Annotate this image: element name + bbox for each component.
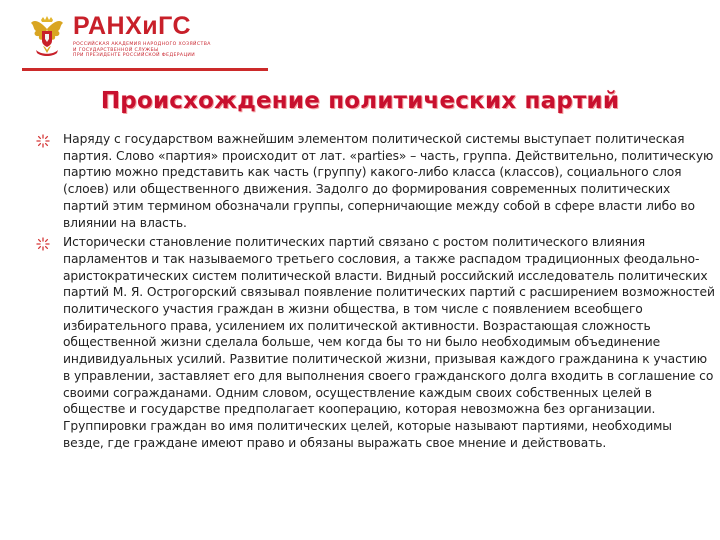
paragraph-text: Исторически становление политических партий связано с ростом политического влияния парламентов и так называемого третьего сословия, а также распадом традиционных феодально-аристократических систем политической власти. Видный российский исследователь политических партий М. Я. Острогорский связывал появление политических партий с расширением возможностей политического участия граждан в жизни общества, в том числе с появлением всеобщего избирательного права, усилением их политической активности. Возрастающая сложность общественной жизни сделала больше, чем когда бы то ни было необходимым объединение индивидуальных усилий. Развитие политической жизни, призывая каждого гражданина к участию в управлении, заставляет его для выполнения своего гражданского долга входить в соглашение со своими согражданами. Одним словом, осуществление каждым своих собственных целей в обществе и государстве предполагает кооперацию, которая невозможна без организации. Группировки граждан во имя политических целей, которые называют партиями, необходимы везде, где граждане имеют право и обязаны выражать свое мнение и действовать. xyxy=(63,235,715,450)
logo-subtitle-line: РОССИЙСКАЯ АКАДЕМИЯ НАРОДНОГО ХОЗЯЙСТВА xyxy=(73,42,211,47)
header xyxy=(0,0,720,90)
sparkle-bullet-icon xyxy=(36,134,50,148)
slide-body xyxy=(36,131,716,451)
logo-subtitle xyxy=(73,42,211,59)
bullet-paragraph xyxy=(36,234,716,451)
logo-subtitle-line: И ГОСУДАРСТВЕННОЙ СЛУЖБЫ xyxy=(73,47,159,53)
logo-name: РАНХиГС xyxy=(73,12,192,40)
double-headed-eagle-emblem-icon xyxy=(30,15,64,57)
paragraph-text: Наряду с государством важнейшим элементом политической системы выступает политическая партия. Слово «партия» происходит от лат. «parties» – часть, группа. Действительно, политическую партию можно представить как часть (группу) какого-либо класса (классов), социального слоя (слоев) или общественного движения. Задолго до формирования современных политических партий этим термином обозначали группы, соперничающие между собой в сфере власти либо во влиянии на власть. xyxy=(63,132,714,230)
bullet-paragraph xyxy=(36,131,716,231)
logo-subtitle-line: ПРИ ПРЕЗИДЕНТЕ РОССИЙСКОЙ ФЕДЕРАЦИИ xyxy=(73,53,196,59)
sparkle-bullet-icon xyxy=(36,237,50,251)
header-divider xyxy=(22,68,268,71)
slide-title: Происхождение политических партий xyxy=(100,88,620,114)
